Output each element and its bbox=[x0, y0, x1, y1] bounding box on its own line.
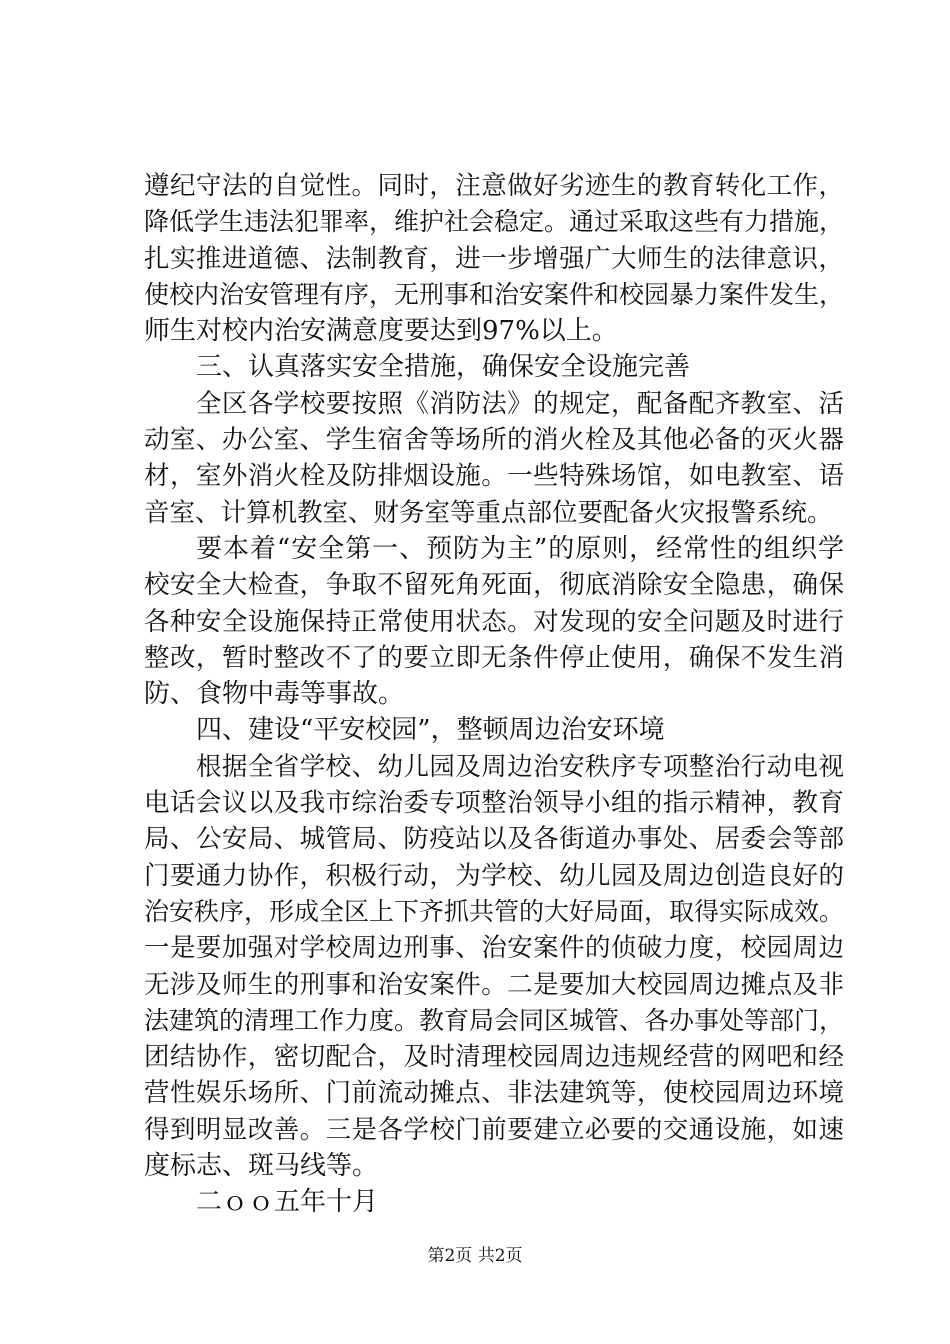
text-line: 局、公安局、城管局、防疫站以及各街道办事处、居委会等部 bbox=[144, 824, 844, 855]
text-line: 团结协作，密切配合，及时清理校园周边违规经营的网吧和经 bbox=[144, 1042, 844, 1073]
text-line: 法建筑的清理工作力度。教育局会同区城管、各办事处等部门， bbox=[144, 1005, 845, 1035]
text-line: 使校内治安管理有序，无刑事和治安案件和校园暴力案件发生， bbox=[144, 279, 845, 309]
text-line: 二ｏｏ五年十月 bbox=[196, 1187, 379, 1218]
text-line: 门要通力协作，积极行动，为学校、幼儿园及周边创造良好的 bbox=[144, 860, 844, 891]
text-line: 治安秩序，形成全区上下齐抓共管的大好局面，取得实际成效。 bbox=[144, 896, 845, 926]
text-line: 遵纪守法的自觉性。同时，注意做好劣迹生的教育转化工作， bbox=[144, 171, 844, 201]
text-line: 整改，暂时整改不了的要立即无条件停止使用，确保不发生消 bbox=[144, 642, 844, 673]
text-line: 师生对校内治安满意度要达到97%以上。 bbox=[144, 316, 618, 347]
text-line: 三、认真落实安全措施，确保安全设施完善 bbox=[196, 352, 691, 383]
text-line: 全区各学校要按照《消防法》的规定，配备配齐教室、活 bbox=[196, 388, 844, 419]
text-line: 动室、办公室、学生宿舍等场所的消火栓及其他必备的灭火器 bbox=[144, 425, 844, 456]
page-footer: 第2页 共2页 bbox=[427, 1246, 523, 1266]
document-body bbox=[144, 168, 844, 1221]
text-line: 材，室外消火栓及防排烟设施。一些特殊场馆，如电教室、语 bbox=[144, 461, 844, 492]
text-line: 电话会议以及我市综治委专项整治领导小组的指示精神，教育 bbox=[144, 788, 844, 819]
text-line: 防、食物中毒等事故。 bbox=[144, 679, 405, 710]
text-line: 校安全大检查，争取不留死角死面，彻底消除安全隐患，确保 bbox=[144, 570, 844, 601]
text-line: 音室、计算机教室、财务室等重点部位要配备火灾报警系统。 bbox=[144, 497, 833, 528]
text-line: 根据全省学校、幼儿园及周边治安秩序专项整治行动电视 bbox=[196, 751, 844, 782]
text-line: 要本着“安全第一、预防为主”的原则，经常性的组织学 bbox=[196, 533, 844, 564]
text-line: 无涉及师生的刑事和治安案件。二是要加大校园周边摊点及非 bbox=[144, 969, 844, 1000]
text-line: 一是要加强对学校周边刑事、治安案件的侦破力度，校园周边 bbox=[144, 933, 844, 964]
text-line: 度标志、斑马线等。 bbox=[144, 1151, 379, 1182]
text-line: 营性娱乐场所、门前流动摊点、非法建筑等，使校园周边环境 bbox=[144, 1078, 844, 1109]
text-line: 降低学生违法犯罪率，维护社会稳定。通过采取这些有力措施， bbox=[144, 207, 845, 237]
text-line: 各种安全设施保持正常使用状态。对发现的安全问题及时进行 bbox=[144, 606, 844, 637]
text-line: 得到明显改善。三是各学校门前要建立必要的交通设施，如速 bbox=[144, 1114, 844, 1145]
text-line: 四、建设“平安校园”，整顿周边治安环境 bbox=[196, 715, 665, 746]
text-line: 扎实推进道德、法制教育，进一步增强广大师生的法律意识， bbox=[144, 243, 844, 274]
